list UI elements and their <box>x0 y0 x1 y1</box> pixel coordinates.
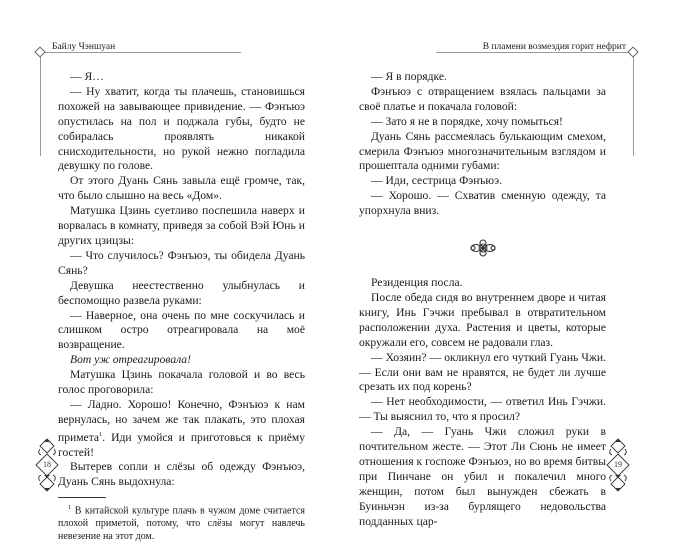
left-page-body <box>58 70 305 543</box>
paragraph-text: . Иди умойся и приготовься к приёму гостей! <box>58 430 305 459</box>
footnote-text: В китайской культуре плачь в чужом доме считается плохой приметой, потому, что слёзы могут навлечь невезение на этот дом. <box>58 505 305 542</box>
paragraph: — Я… <box>70 70 104 83</box>
paragraph: Резиденция посла. <box>371 276 463 290</box>
paragraph: После обеда сидя во внутреннем дворе и читая книгу, Инь Гэчжи пребывал в отвратительном расположении духа. Растения и цветы, которые окружали его, совсем не радовали глаз. <box>359 290 606 349</box>
page-number-ornament <box>34 437 60 495</box>
paragraph: — Иди, сестрица Фэнъюэ. <box>371 174 502 188</box>
paragraph: От этого Дуань Сянь завыла ещё громче, так, что было слышно на весь «Дом». <box>58 174 305 203</box>
paragraph: Матушка Цзинь покачала головой и во весь голос проговорила: <box>58 368 305 397</box>
header-rule <box>42 52 241 53</box>
paragraph: Дуань Сянь рассмеялась булькающим смехом, смерила Фэнъюэ многозначительным взглядом и прошептала одними губами: <box>359 129 606 173</box>
footnote-reference[interactable]: 1 <box>99 430 103 438</box>
paragraph: — Зато я не в порядке, хочу помыться! <box>371 114 563 128</box>
italic-thought: Вот уж отреагировала! <box>70 353 191 367</box>
right-page <box>337 0 674 545</box>
paragraph: — Что случилось? Фэнъюэ, ты обидела Дуань Сянь? <box>58 248 305 277</box>
header-rule <box>436 52 632 53</box>
paragraph: — Хозяин? — окликнул его чуткий Гуань Чжи. — Если они вам не нравятся, не будет ли лучше срезать их под корень? <box>359 350 606 394</box>
paragraph: — Ну хватит, когда ты плачешь, становишься похожей на завывающее привидение. — Фэнъюэ опустилась на пол и поджала губы, будто не собиралась проявлять никакой снисходительности, но рукой нежно погладила девушку по голове. <box>58 84 305 173</box>
paragraph: — Я в порядке. <box>371 70 447 83</box>
running-head-author: Байлу Чэншуан <box>52 42 116 52</box>
paragraph-with-footnote <box>58 398 305 460</box>
paragraph: Девушка неестественно улыбнулась и беспомощно развела руками: <box>58 278 305 307</box>
running-head-title: В пламени возмездия горит нефрит <box>482 42 626 52</box>
footnote-marker: 1 <box>68 504 72 512</box>
paragraph: — Да, — Гуань Чжи сложил руки в почтительном жесте. — Этот Ли Сюнь не имеет отношения к госпоже Фэнъюэ, но во время битвы при Пинчане он убил и покалечил много женщин, потом был вынужден сбежать в Буиньчэн из-за бурлящего недовольства подданных цар- <box>359 425 606 528</box>
paragraph: Матушка Цзинь суетливо поспешила наверх и ворвалась в комнату, приведя за собой Вэй Юнь и других цзицзы: <box>58 204 305 247</box>
paragraph: — Наверное, она очень по мне соскучилась и слишком остро отреагировала на моё возвращение. <box>58 308 305 352</box>
right-page-body <box>359 70 606 529</box>
page-number: 18 <box>43 460 51 469</box>
corner-diamond-icon <box>34 46 45 57</box>
page-number-ornament <box>605 437 631 495</box>
footnote <box>58 502 305 543</box>
paragraph: — Хорошо. — Схватив сменную одежду, та упорхнула вниз. <box>359 189 606 218</box>
corner-diamond-icon <box>627 46 638 57</box>
paragraph: Фэнъюэ с отвращением взялась пальцами за своё платье и покачала головой: <box>359 84 606 113</box>
paragraph-text: — Ладно. Хорошо! Конечно, Фэнъюэ к нам вернулась, но зачем же так плакать, это плохая примета <box>58 397 305 444</box>
footnote-separator <box>58 497 106 498</box>
margin-rule <box>40 54 41 156</box>
section-break <box>359 219 606 276</box>
knot-ornament-icon <box>468 239 498 257</box>
paragraph: Вытерев сопли и слёзы об одежду Фэнъюэ, Дуань Сянь выдохнула: <box>58 460 305 489</box>
margin-rule <box>633 54 634 156</box>
page-number: 19 <box>614 460 622 469</box>
paragraph: — Нет необходимости, — ответил Инь Гэчжи. — Ты выяснил то, что я просил? <box>359 395 606 424</box>
